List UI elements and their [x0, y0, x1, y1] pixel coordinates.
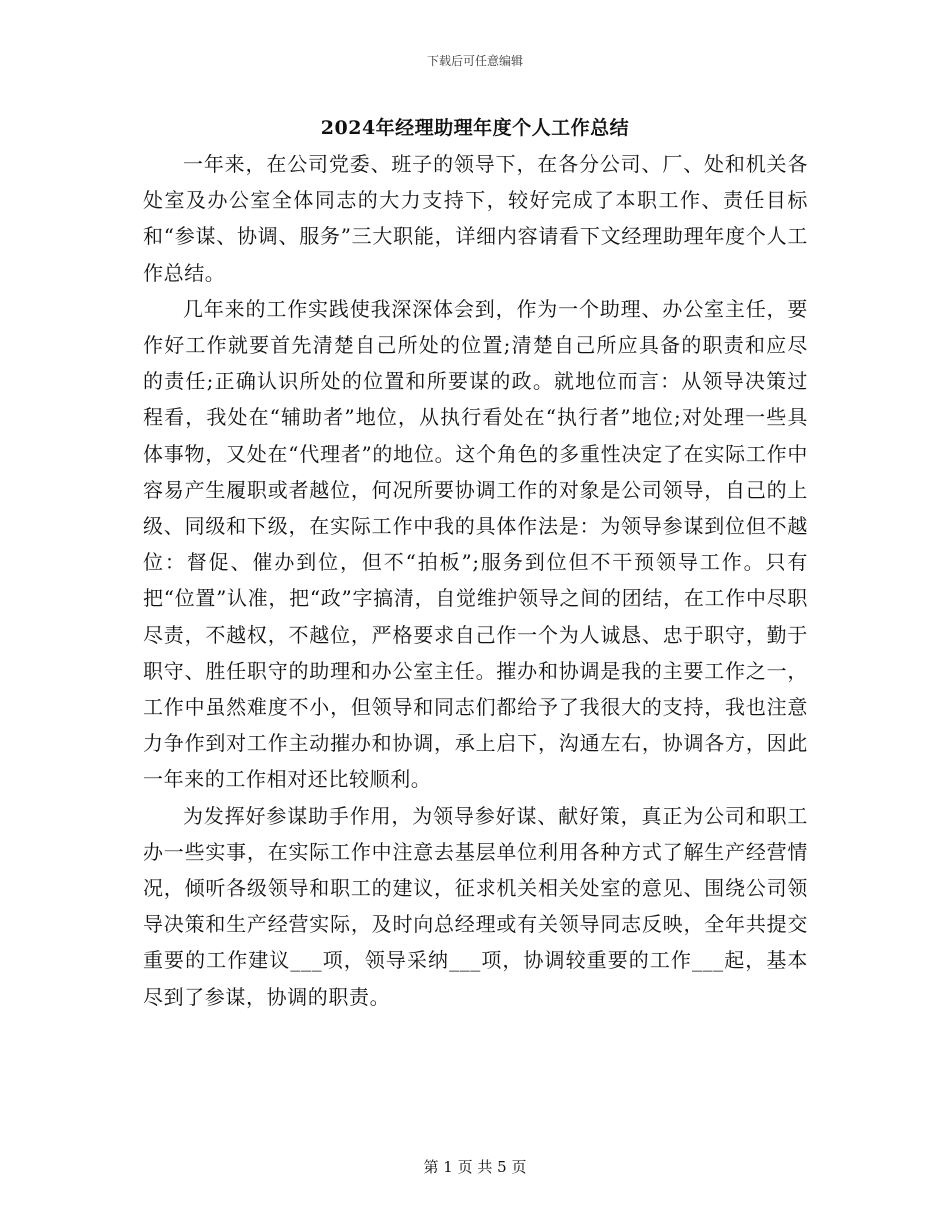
document-title: 2024年经理助理年度个人工作总结 — [320, 117, 630, 139]
page-header-note: 下载后可任意编辑 — [426, 54, 523, 68]
paragraph-3: 为发挥好参谋助手作用，为领导参好谋、献好策，真正为公司和职工办一些实事，在实际工作中注意去基层单位利用各种方式了解生产经营情况，倾听各级领导和职工的建议，征求机关相关处室的意见、围绕公司领导决策和生产经营实际，及时向总经理或有关领导同志反映，全年共提交重要的工作建议___项，领导采纳___项，协调较重要的工作___起，基本尽到了参谋，协调的职责。 — [143, 803, 808, 1009]
paragraph-1: 一年来，在公司党委、班子的领导下，在各分公司、厂、处和机关各处室及办公室全体同志的大力支持下，较好完成了本职工作、责任目标和“参谋、协调、服务”三大职能，详细内容请看下文经理助理年度个人工作总结。 — [143, 152, 808, 285]
document-body — [143, 146, 808, 1015]
paragraph-2: 几年来的工作实践使我深深体会到，作为一个助理、办公室主任，要作好工作就要首先清楚自己所处的位置;清楚自己所应具备的职责和应尽的责任;正确认识所处的位置和所要谋的政。就地位而言：从领导决策过程看，我处在“辅助者”地位，从执行看处在“执行者”地位;对处理一些具体事物，又处在“代理者”的地位。这个角色的多重性决定了在实际工作中容易产生履职或者越位，何况所要协调工作的对象是公司领导，自己的上级、同级和下级，在实际工作中我的具体作法是：为领导参谋到位但不越位：督促、催办到位，但不“拍板”;服务到位但不干预领导工作。只有把“位置”认准，把“政”字搞清，自觉维护领导之间的团结，在工作中尽职尽责，不越权，不越位，严格要求自己作一个为人诚恳、忠于职守，勤于职守、胜任职守的助理和办公室主任。摧办和协调是我的主要工作之一，工作中虽然难度不小，但领导和同志们都给予了我很大的支持，我也注意力争作到对工作主动摧办和协调，承上启下，沟通左右，协调各方，因此一年来的工作相对还比较顺利。 — [143, 296, 808, 792]
page-number: 第 1 页 共 5 页 — [423, 1158, 527, 1176]
